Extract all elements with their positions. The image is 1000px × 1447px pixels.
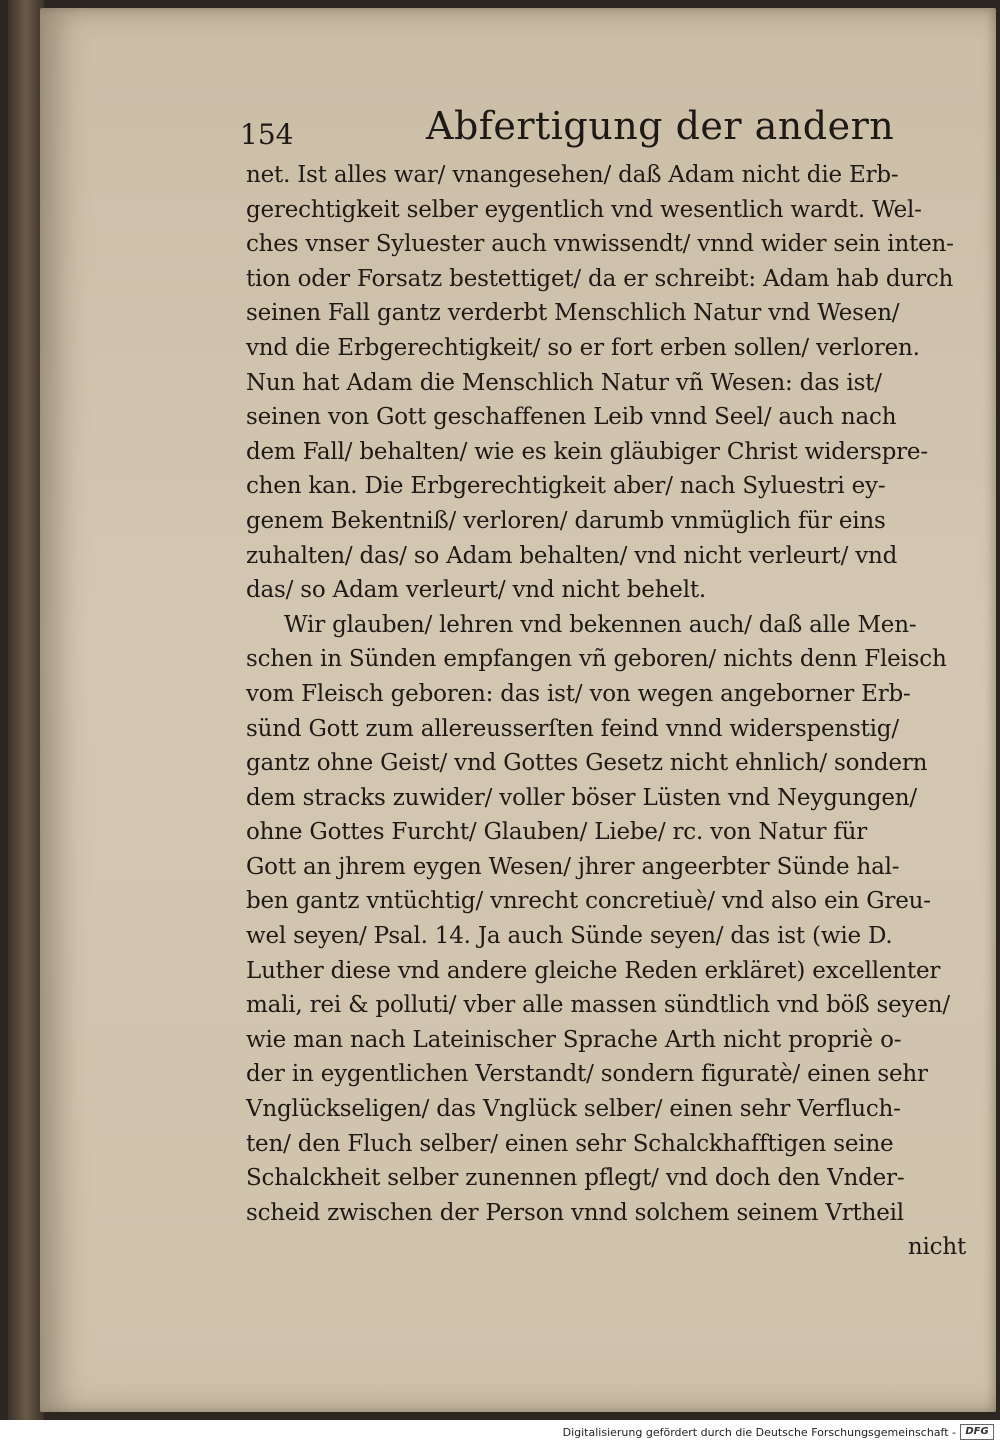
dfg-logo-icon: DFG bbox=[960, 1424, 994, 1440]
catchword: nicht bbox=[907, 1234, 966, 1261]
text-line: dem Fall/ behalten/ wie es kein gläubiger Christ widerspre- bbox=[246, 438, 928, 465]
text-line: ben gantz vntüchtig/ vnrecht concretiuè/ vnd also ein Greu- bbox=[246, 888, 931, 915]
footer-bar bbox=[0, 1420, 1000, 1447]
text-line: seinen von Gott geschaffenen Leib vnnd Seel/ auch nach bbox=[246, 404, 897, 431]
text-line: ches vnser Syluester auch vnwissendt/ vnnd wider sein inten- bbox=[246, 231, 954, 258]
page-header bbox=[240, 104, 895, 154]
text-line: Nun hat Adam die Menschlich Natur vñ Wesen: das ist/ bbox=[246, 369, 882, 396]
text-line: wie man nach Lateinischer Sprache Arth nicht propriè o- bbox=[246, 1026, 902, 1053]
text-line: Vnglückseligen/ das Vnglück selber/ einen sehr Verfluch- bbox=[246, 1096, 901, 1123]
text-line: chen kan. Die Erbgerechtigkeit aber/ nach Syluestri ey- bbox=[246, 473, 886, 500]
text-line: vom Fleisch geboren: das ist/ von wegen angeborner Erb- bbox=[246, 680, 911, 707]
book-spine-edge bbox=[8, 0, 44, 1420]
text-line: gerechtigkeit selber eygentlich vnd wesentlich wardt. Wel- bbox=[246, 196, 922, 223]
page-number: 154 bbox=[240, 118, 294, 151]
text-line: tion oder Forsatz bestettiget/ da er schreibt: Adam hab durch bbox=[246, 265, 954, 292]
text-line: net. Ist alles war/ vnangesehen/ daß Adam nicht die Erb- bbox=[246, 162, 899, 188]
text-line: wel seyen/ Psal. 14. Ja auch Sünde seyen/ das ist (wie D. bbox=[246, 923, 893, 950]
body-text bbox=[246, 158, 974, 1265]
running-title: Abfertigung der andern bbox=[426, 104, 895, 148]
text-line: dem stracks zuwider/ voller böser Lüsten vnd Neygungen/ bbox=[246, 784, 917, 811]
text-line: seinen Fall gantz verderbt Menschlich Natur vnd Wesen/ bbox=[246, 300, 900, 327]
text-line: vnd die Erbgerechtigkeit/ so er fort erben sollen/ verloren. bbox=[246, 334, 920, 361]
paragraph-start-line: Wir glauben/ lehren vnd bekennen auch/ daß alle Men- bbox=[284, 611, 917, 638]
text-line: der in eygentlichen Verstandt/ sondern figuratè/ einen sehr bbox=[246, 1061, 928, 1088]
text-line: Gott an jhrem eygen Wesen/ jhrer angeerbter Sünde hal- bbox=[246, 853, 900, 880]
text-line: scheid zwischen der Person vnnd solchem seinem Vrtheil bbox=[246, 1199, 904, 1226]
text-line: gantz ohne Geist/ vnd Gottes Gesetz nicht ehnlich/ sondern bbox=[246, 750, 928, 777]
text-line: Schalckheit selber zunennen pflegt/ vnd doch den Vnder- bbox=[246, 1165, 905, 1192]
text-line: ohne Gottes Furcht/ Glauben/ Liebe/ rc. von Natur für bbox=[246, 819, 868, 846]
text-line: zuhalten/ das/ so Adam behalten/ vnd nicht verleurt/ vnd bbox=[246, 542, 898, 569]
text-line: das/ so Adam verleurt/ vnd nicht behelt. bbox=[246, 577, 707, 604]
text-line: ten/ den Fluch selber/ einen sehr Schalckhafftigen seine bbox=[246, 1130, 894, 1157]
text-line: genem Bekentniß/ verloren/ darumb vnmüglich für eins bbox=[246, 507, 886, 534]
text-line: sünd Gott zum allereusserſten feind vnnd widerspenstig/ bbox=[246, 715, 899, 742]
funding-notice: Digitalisierung gefördert durch die Deutsche Forschungsgemeinschaft - bbox=[562, 1426, 956, 1439]
text-line: mali, rei & polluti/ vber alle massen sündtlich vnd böß seyen/ bbox=[246, 992, 950, 1019]
text-line: schen in Sünden empfangen vñ geboren/ nichts denn Fleisch bbox=[246, 646, 947, 673]
text-line: Luther diese vnd andere gleiche Reden erkläret) excellenter bbox=[246, 957, 941, 984]
